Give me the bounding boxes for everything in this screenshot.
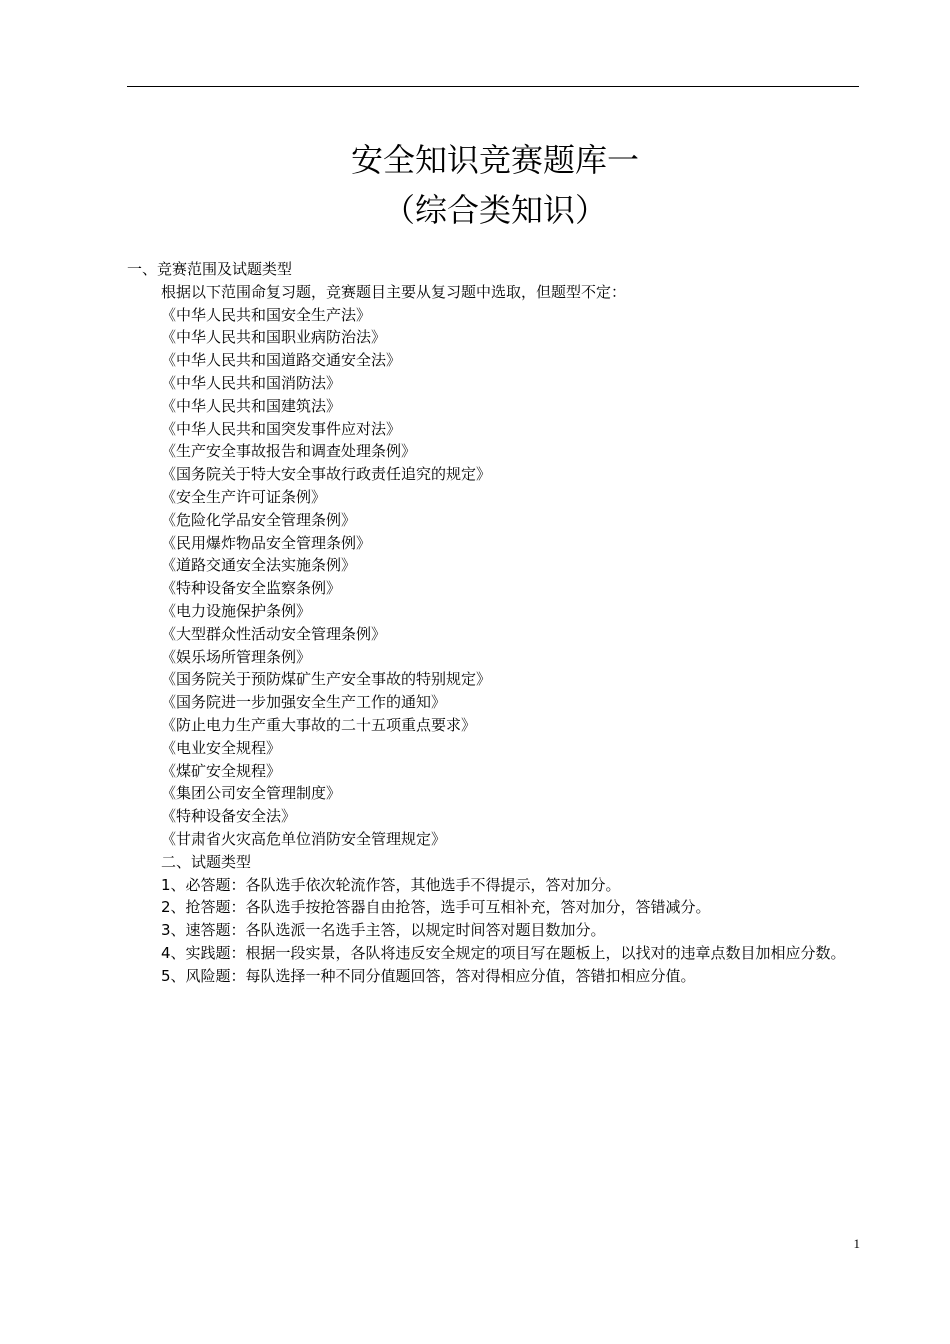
law-item: 《中华人民共和国安全生产法》 [161,305,372,324]
law-item: 《中华人民共和国消防法》 [161,373,342,392]
law-item: 《生产安全事故报告和调查处理条例》 [161,442,417,461]
law-item: 《道路交通安全法实施条例》 [161,556,357,575]
document-title: 安全知识竞赛题库一 [350,141,639,179]
question-type-list [127,874,862,988]
law-item: 《国务院进一步加强安全生产工作的通知》 [161,693,447,712]
law-item: 《特种设备安全监察条例》 [161,579,342,598]
law-item: 《民用爆炸物品安全管理条例》 [161,533,372,552]
law-item: 《特种设备安全法》 [161,807,297,826]
law-item: 《集团公司安全管理制度》 [161,784,342,803]
section-heading-question-types: 二、试题类型 [161,852,252,871]
section-heading-scope: 一、竞赛范围及试题类型 [127,260,293,278]
law-item: 《娱乐场所管理条例》 [161,647,312,666]
law-list [127,304,862,851]
document-subtitle: （综合类知识） [382,191,607,229]
law-item: 《中华人民共和国突发事件应对法》 [161,419,402,438]
law-item: 《电业安全规程》 [161,738,282,757]
law-item: 《防止电力生产重大事故的二十五项重点要求》 [161,715,477,734]
law-item: 《电力设施保护条例》 [161,601,312,620]
law-item: 《中华人民共和国职业病防治法》 [161,328,387,347]
law-item: 《煤矿安全规程》 [161,761,282,780]
law-item: 《中华人民共和国建筑法》 [161,396,342,415]
law-item: 《国务院关于特大安全事故行政责任追究的规定》 [161,465,492,484]
question-type-item: 3、速答题：各队选派一名选手主答，以规定时间答对题目数加分。 [161,921,606,940]
law-item: 《国务院关于预防煤矿生产安全事故的特别规定》 [161,670,492,689]
law-item: 《中华人民共和国道路交通安全法》 [161,351,402,370]
question-type-item: 2、抢答题：各队选手按抢答器自由抢答，选手可互相补充，答对加分，答错减分。 [161,898,711,917]
law-item: 《大型群众性活动安全管理条例》 [161,624,387,643]
law-item: 《安全生产许可证条例》 [161,487,327,506]
question-type-item: 5、风险题：每队选择一种不同分值题回答，答对得相应分值，答错扣相应分值。 [161,966,696,985]
question-type-item: 4、实践题：根据一段实景，各队将违反安全规定的项目写在题板上，以找对的违章点数目加相应分数。 [161,943,846,962]
law-item: 《甘肃省火灾高危单位消防安全管理规定》 [161,829,447,848]
header-rule [127,86,859,87]
document-body [127,258,862,988]
page-number: 1 [853,1236,860,1251]
intro-paragraph: 根据以下范围命复习题，竞赛题目主要从复习题中选取，但题型不定： [161,282,627,301]
question-type-item: 1、必答题：各队选手依次轮流作答，其他选手不得提示，答对加分。 [161,875,621,894]
law-item: 《危险化学品安全管理条例》 [161,510,357,529]
